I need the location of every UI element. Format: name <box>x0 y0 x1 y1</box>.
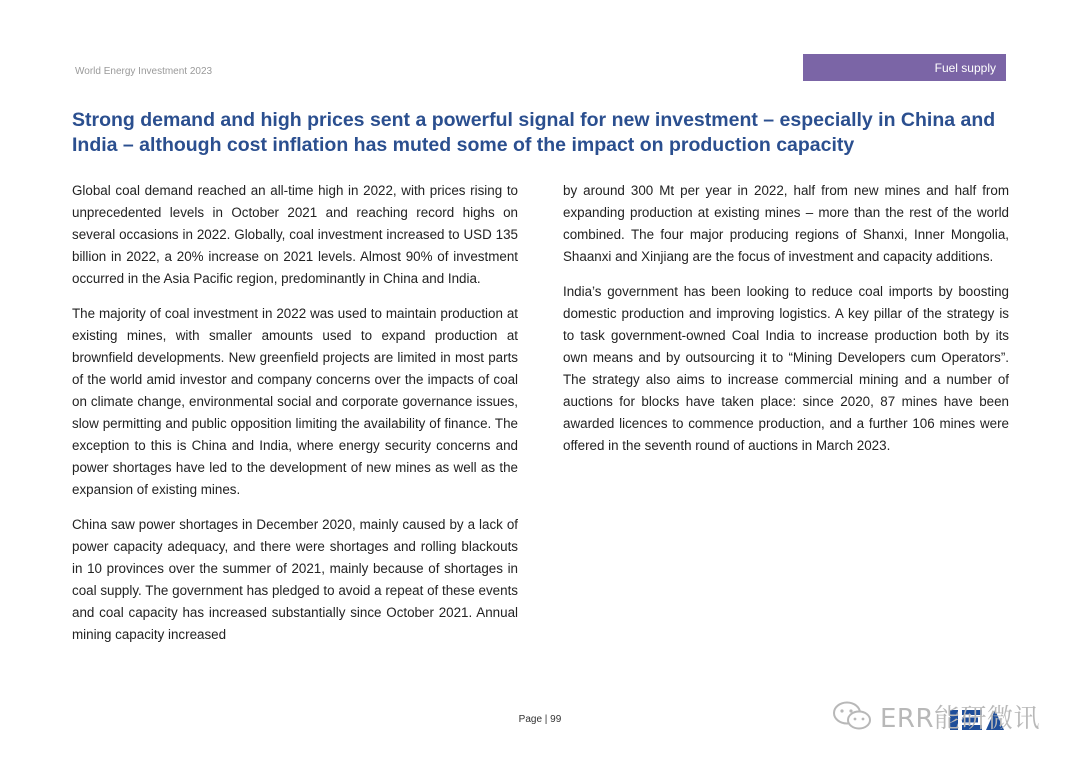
paragraph: China saw power shortages in December 2020, mainly caused by a lack of power capacity adequacy, and there were shortages and rolling blackouts in 10 provinces over the summer of 2021, mainly because of shortages in coal supply. The government has pledged to avoid a repeat of these events and coal capacity has increased substantially since October 2021. Annual mining capacity increased <box>72 517 518 642</box>
paragraph: The majority of coal investment in 2022 was used to maintain production at existing mines, with smaller amounts used to expand production at brownfield developments. New greenfield projects are limited in most parts of the world amid investor and company concerns over the impacts of coal on climate change, environmental social and corporate governance issues, slow permitting and public opposition limiting the availability of finance. The exception to this is China and India, where energy security concerns and power shortages have led to the development of new mines as well as the expansion of existing mines. <box>72 306 518 497</box>
section-tab <box>803 54 1006 81</box>
watermark <box>832 696 1040 736</box>
section-label: Fuel supply <box>934 60 996 75</box>
left-column <box>72 180 518 659</box>
right-column <box>563 180 1009 470</box>
paragraph: Global coal demand reached an all-time high in 2022, with prices rising to unprecedented levels in October 2021 and reaching record highs on several occasions in 2022. Globally, coal investment increased to USD 135 billion in 2022, a 20% increase on 2021 levels. Almost 90% of investment occurred in the Asia Pacific region, predominantly in China and India. <box>72 183 518 286</box>
wechat-icon <box>832 700 872 732</box>
paragraph: India’s government has been looking to reduce coal imports by boosting domestic production and improving logistics. A key pillar of the strategy is to task government-owned Coal India to increase production both by its own means and by outsourcing it to “Mining Developers cum Operators”. The strategy also aims to increase commercial mining and a number of auctions for blocks have taken place: since 2020, 87 mines have been awarded licences to commence production, and a further 106 mines were offered in the seventh round of auctions in March 2023. <box>563 284 1009 453</box>
running-head: World Energy Investment 2023 <box>75 66 213 77</box>
page-title: Strong demand and high prices sent a powerful signal for new investment – especially in China and India – although cost inflation has muted some of the impact on production capacity <box>72 109 996 156</box>
watermark-text: ERR能研微讯 <box>880 703 1041 734</box>
paragraph: by around 300 Mt per year in 2022, half from new mines and half from expanding production at existing mines – more than the rest of the world combined. The four major producing regions of Shanxi, Inner Mongolia, Shaanxi and Xinjiang are the focus of investment and capacity additions. <box>563 183 1009 264</box>
page-number: Page | 99 <box>518 714 562 725</box>
